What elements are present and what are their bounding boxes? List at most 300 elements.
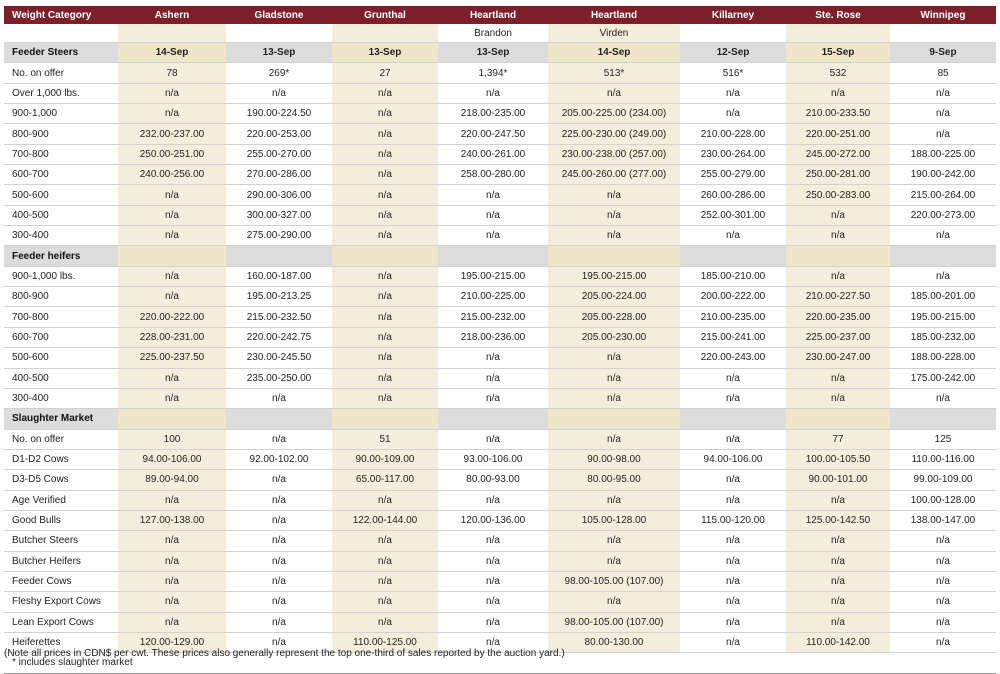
price-cell: 51 bbox=[332, 429, 438, 449]
table-row bbox=[4, 185, 996, 205]
price-cell: 188.00-228.00 bbox=[890, 348, 996, 368]
sale-date bbox=[438, 409, 548, 429]
price-cell: 258.00-280.00 bbox=[438, 165, 548, 185]
price-cell: 27 bbox=[332, 63, 438, 83]
price-cell: n/a bbox=[118, 592, 226, 612]
price-cell: n/a bbox=[786, 205, 890, 225]
price-cell: 93.00-106.00 bbox=[438, 449, 548, 469]
price-cell: n/a bbox=[548, 185, 680, 205]
row-label: 500-600 bbox=[4, 348, 118, 368]
table-row bbox=[4, 388, 996, 408]
row-label: 400-500 bbox=[4, 368, 118, 388]
table-row bbox=[4, 592, 996, 612]
price-cell: n/a bbox=[438, 490, 548, 510]
section-title: Slaughter Market bbox=[4, 409, 118, 429]
price-cell: 532 bbox=[786, 63, 890, 83]
price-cell: n/a bbox=[118, 266, 226, 286]
sublocation-cell: Brandon bbox=[438, 24, 548, 43]
sale-date: 9-Sep bbox=[890, 43, 996, 63]
price-cell: 232.00-237.00 bbox=[118, 124, 226, 144]
row-label: 300-400 bbox=[4, 388, 118, 408]
price-cell: n/a bbox=[118, 104, 226, 124]
price-cell: n/a bbox=[438, 388, 548, 408]
price-cell: 235.00-250.00 bbox=[226, 368, 332, 388]
price-cell: n/a bbox=[118, 388, 226, 408]
price-cell: 270.00-286.00 bbox=[226, 165, 332, 185]
price-cell: n/a bbox=[786, 83, 890, 103]
price-cell: 230.00-238.00 (257.00) bbox=[548, 144, 680, 164]
sublocation-cell bbox=[680, 24, 786, 43]
price-cell: 98.00-105.00 (107.00) bbox=[548, 571, 680, 591]
table-row bbox=[4, 83, 996, 103]
table-row bbox=[4, 531, 996, 551]
price-cell: 290.00-306.00 bbox=[226, 185, 332, 205]
price-cell: 127.00-138.00 bbox=[118, 510, 226, 530]
price-cell: n/a bbox=[226, 551, 332, 571]
price-cell: 94.00-106.00 bbox=[680, 449, 786, 469]
price-cell: n/a bbox=[890, 592, 996, 612]
price-cell: n/a bbox=[332, 307, 438, 327]
market-header: Winnipeg bbox=[890, 6, 996, 24]
price-cell: n/a bbox=[118, 490, 226, 510]
price-cell: n/a bbox=[890, 571, 996, 591]
table-row bbox=[4, 348, 996, 368]
price-cell: 90.00-98.00 bbox=[548, 449, 680, 469]
price-cell: 220.00-235.00 bbox=[786, 307, 890, 327]
price-cell: n/a bbox=[332, 368, 438, 388]
price-cell: n/a bbox=[438, 612, 548, 632]
price-cell: n/a bbox=[438, 226, 548, 246]
price-cell: n/a bbox=[438, 429, 548, 449]
market-header: Ashern bbox=[118, 6, 226, 24]
row-label: D3-D5 Cows bbox=[4, 470, 118, 490]
price-cell: 275.00-290.00 bbox=[226, 226, 332, 246]
sale-date bbox=[890, 409, 996, 429]
table-row bbox=[4, 510, 996, 530]
price-note: (Note all prices in CDN$ per cwt. These prices also generally represent the top one-third of sales reported by the auction yard.) bbox=[4, 648, 565, 659]
price-cell: 125 bbox=[890, 429, 996, 449]
section-header-row bbox=[4, 246, 996, 266]
sublocation-cell bbox=[118, 24, 226, 43]
price-cell: n/a bbox=[118, 571, 226, 591]
sale-date: 15-Sep bbox=[786, 43, 890, 63]
price-cell: n/a bbox=[332, 83, 438, 103]
price-cell: n/a bbox=[438, 185, 548, 205]
sale-date bbox=[680, 409, 786, 429]
price-cell: n/a bbox=[786, 368, 890, 388]
weight-category-header: Weight Category bbox=[4, 6, 118, 24]
price-cell: n/a bbox=[548, 531, 680, 551]
price-cell: 230.00-245.50 bbox=[226, 348, 332, 368]
sale-date bbox=[548, 246, 680, 266]
market-header: Ste. Rose bbox=[786, 6, 890, 24]
price-cell: n/a bbox=[118, 531, 226, 551]
price-cell: 210.00-233.50 bbox=[786, 104, 890, 124]
price-cell: 210.00-228.00 bbox=[680, 124, 786, 144]
price-cell: n/a bbox=[680, 571, 786, 591]
price-cell: 100.00-128.00 bbox=[890, 490, 996, 510]
price-cell: n/a bbox=[332, 226, 438, 246]
price-cell: 255.00-270.00 bbox=[226, 144, 332, 164]
section-title: Feeder heifers bbox=[4, 246, 118, 266]
table-row bbox=[4, 449, 996, 469]
row-label: 600-700 bbox=[4, 165, 118, 185]
price-cell: n/a bbox=[226, 83, 332, 103]
price-cell: n/a bbox=[332, 551, 438, 571]
price-cell: n/a bbox=[118, 226, 226, 246]
table-row bbox=[4, 551, 996, 571]
table-row bbox=[4, 612, 996, 632]
price-cell: 200.00-222.00 bbox=[680, 287, 786, 307]
price-cell: n/a bbox=[786, 571, 890, 591]
price-cell: n/a bbox=[786, 226, 890, 246]
price-cell: 220.00-253.00 bbox=[226, 124, 332, 144]
sale-date: 14-Sep bbox=[548, 43, 680, 63]
price-cell: n/a bbox=[332, 165, 438, 185]
price-cell: n/a bbox=[438, 551, 548, 571]
table-row bbox=[4, 327, 996, 347]
price-cell: 92.00-102.00 bbox=[226, 449, 332, 469]
price-cell: 1,394* bbox=[438, 63, 548, 83]
price-cell: 220.00-242.75 bbox=[226, 327, 332, 347]
price-cell: n/a bbox=[332, 266, 438, 286]
price-cell: n/a bbox=[786, 612, 890, 632]
price-cell: n/a bbox=[548, 368, 680, 388]
row-label: Butcher Steers bbox=[4, 531, 118, 551]
row-label: No. on offer bbox=[4, 63, 118, 83]
price-cell: n/a bbox=[226, 571, 332, 591]
section-title: Feeder Steers bbox=[4, 43, 118, 63]
price-cell: n/a bbox=[680, 388, 786, 408]
table-row bbox=[4, 490, 996, 510]
price-cell: 77 bbox=[786, 429, 890, 449]
price-cell: n/a bbox=[226, 510, 332, 530]
price-cell: n/a bbox=[332, 388, 438, 408]
price-cell: 120.00-129.00 bbox=[118, 632, 226, 652]
price-cell: 225.00-237.00 bbox=[786, 327, 890, 347]
row-label: Good Bulls bbox=[4, 510, 118, 530]
price-cell: n/a bbox=[118, 205, 226, 225]
price-cell: 250.00-283.00 bbox=[786, 185, 890, 205]
sale-date: 12-Sep bbox=[680, 43, 786, 63]
price-cell: 188.00-225.00 bbox=[890, 144, 996, 164]
price-cell: 225.00-230.00 (249.00) bbox=[548, 124, 680, 144]
market-header: Killarney bbox=[680, 6, 786, 24]
table-row bbox=[4, 429, 996, 449]
row-label: Age Verified bbox=[4, 490, 118, 510]
sale-date bbox=[680, 246, 786, 266]
price-cell: n/a bbox=[680, 470, 786, 490]
table-row bbox=[4, 165, 996, 185]
row-label: Fleshy Export Cows bbox=[4, 592, 118, 612]
price-cell: 210.00-225.00 bbox=[438, 287, 548, 307]
header-row bbox=[4, 6, 996, 24]
price-cell: 205.00-228.00 bbox=[548, 307, 680, 327]
price-cell: 120.00-136.00 bbox=[438, 510, 548, 530]
row-label: 800-900 bbox=[4, 287, 118, 307]
price-cell: 250.00-281.00 bbox=[786, 165, 890, 185]
price-cell: n/a bbox=[680, 429, 786, 449]
price-cell: n/a bbox=[680, 226, 786, 246]
price-cell: n/a bbox=[438, 632, 548, 652]
price-cell: n/a bbox=[890, 124, 996, 144]
price-cell: n/a bbox=[680, 612, 786, 632]
price-cell: n/a bbox=[548, 551, 680, 571]
sale-date: 13-Sep bbox=[332, 43, 438, 63]
price-cell: 230.00-247.00 bbox=[786, 348, 890, 368]
price-cell: n/a bbox=[890, 83, 996, 103]
table-row bbox=[4, 266, 996, 286]
price-cell: n/a bbox=[548, 592, 680, 612]
price-cell: n/a bbox=[890, 104, 996, 124]
table-row bbox=[4, 470, 996, 490]
table-row bbox=[4, 63, 996, 83]
sublocation-cell bbox=[332, 24, 438, 43]
sale-date bbox=[118, 409, 226, 429]
price-cell: 90.00-109.00 bbox=[332, 449, 438, 469]
price-cell: 220.00-273.00 bbox=[890, 205, 996, 225]
table-row bbox=[4, 287, 996, 307]
sublocation-cell bbox=[786, 24, 890, 43]
row-label: Lean Export Cows bbox=[4, 612, 118, 632]
price-cell: n/a bbox=[786, 592, 890, 612]
row-label: D1-D2 Cows bbox=[4, 449, 118, 469]
price-cell: n/a bbox=[226, 429, 332, 449]
table-row bbox=[4, 144, 996, 164]
price-cell: n/a bbox=[332, 124, 438, 144]
sale-date: 14-Sep bbox=[118, 43, 226, 63]
price-cell: 513* bbox=[548, 63, 680, 83]
price-cell: 269* bbox=[226, 63, 332, 83]
price-cell: 175.00-242.00 bbox=[890, 368, 996, 388]
row-label: 800-900 bbox=[4, 124, 118, 144]
price-cell: n/a bbox=[226, 612, 332, 632]
price-cell: 516* bbox=[680, 63, 786, 83]
row-label: Over 1,000 lbs. bbox=[4, 83, 118, 103]
price-cell: 210.00-235.00 bbox=[680, 307, 786, 327]
price-cell: n/a bbox=[890, 551, 996, 571]
price-cell: 94.00-106.00 bbox=[118, 449, 226, 469]
price-cell: 225.00-237.50 bbox=[118, 348, 226, 368]
row-label: 700-800 bbox=[4, 307, 118, 327]
price-cell: n/a bbox=[332, 287, 438, 307]
price-cell: n/a bbox=[438, 592, 548, 612]
price-cell: n/a bbox=[548, 490, 680, 510]
price-cell: 185.00-210.00 bbox=[680, 266, 786, 286]
price-cell: 65.00-117.00 bbox=[332, 470, 438, 490]
price-cell: 220.00-243.00 bbox=[680, 348, 786, 368]
price-cell: n/a bbox=[890, 388, 996, 408]
price-cell: 260.00-286.00 bbox=[680, 185, 786, 205]
price-cell: n/a bbox=[786, 551, 890, 571]
price-cell: 190.00-224.50 bbox=[226, 104, 332, 124]
price-cell: 252.00-301.00 bbox=[680, 205, 786, 225]
sale-date bbox=[332, 409, 438, 429]
price-cell: n/a bbox=[680, 490, 786, 510]
price-cell: n/a bbox=[680, 368, 786, 388]
market-header: Heartland bbox=[548, 6, 680, 24]
row-label: 500-600 bbox=[4, 185, 118, 205]
price-cell: n/a bbox=[332, 612, 438, 632]
price-cell: 80.00-130.00 bbox=[548, 632, 680, 652]
price-cell: 220.00-251.00 bbox=[786, 124, 890, 144]
price-cell: n/a bbox=[118, 551, 226, 571]
price-cell: 110.00-125.00 bbox=[332, 632, 438, 652]
row-label: 600-700 bbox=[4, 327, 118, 347]
table-row bbox=[4, 368, 996, 388]
price-cell: 195.00-213.25 bbox=[226, 287, 332, 307]
price-cell: 215.00-232.00 bbox=[438, 307, 548, 327]
price-cell: n/a bbox=[438, 368, 548, 388]
price-cell: n/a bbox=[332, 205, 438, 225]
table-row bbox=[4, 226, 996, 246]
sale-date bbox=[118, 246, 226, 266]
price-cell: n/a bbox=[226, 388, 332, 408]
row-label: 700-800 bbox=[4, 144, 118, 164]
price-cell: 230.00-264.00 bbox=[680, 144, 786, 164]
price-cell: 185.00-201.00 bbox=[890, 287, 996, 307]
price-cell: n/a bbox=[786, 266, 890, 286]
price-cell: n/a bbox=[118, 83, 226, 103]
price-cell: 300.00-327.00 bbox=[226, 205, 332, 225]
price-cell: 205.00-225.00 (234.00) bbox=[548, 104, 680, 124]
price-cell: n/a bbox=[890, 531, 996, 551]
price-cell: 220.00-222.00 bbox=[118, 307, 226, 327]
row-label: Feeder Cows bbox=[4, 571, 118, 591]
price-cell: 218.00-235.00 bbox=[438, 104, 548, 124]
sale-date bbox=[890, 246, 996, 266]
price-cell: 218.00-236.00 bbox=[438, 327, 548, 347]
price-cell: n/a bbox=[680, 104, 786, 124]
price-cell: n/a bbox=[118, 368, 226, 388]
price-cell: n/a bbox=[438, 83, 548, 103]
section-header-row bbox=[4, 409, 996, 429]
table-row bbox=[4, 124, 996, 144]
row-label: 900-1,000 lbs. bbox=[4, 266, 118, 286]
price-cell: n/a bbox=[332, 144, 438, 164]
price-cell: 115.00-120.00 bbox=[680, 510, 786, 530]
table-row bbox=[4, 205, 996, 225]
price-cell: n/a bbox=[680, 632, 786, 652]
sale-date: 13-Sep bbox=[438, 43, 548, 63]
price-cell: n/a bbox=[786, 490, 890, 510]
table-row bbox=[4, 307, 996, 327]
sale-date: 13-Sep bbox=[226, 43, 332, 63]
price-cell: n/a bbox=[890, 226, 996, 246]
price-cell: 185.00-232.00 bbox=[890, 327, 996, 347]
price-cell: n/a bbox=[548, 205, 680, 225]
sale-date bbox=[438, 246, 548, 266]
price-cell: 98.00-105.00 (107.00) bbox=[548, 612, 680, 632]
price-cell: n/a bbox=[438, 531, 548, 551]
section-header-row bbox=[4, 43, 996, 63]
price-cell: 99.00-109.00 bbox=[890, 470, 996, 490]
price-cell: n/a bbox=[332, 348, 438, 368]
price-cell: n/a bbox=[118, 612, 226, 632]
price-cell: 78 bbox=[118, 63, 226, 83]
price-cell: 90.00-101.00 bbox=[786, 470, 890, 490]
price-cell: 138.00-147.00 bbox=[890, 510, 996, 530]
price-cell: 245.00-260.00 (277.00) bbox=[548, 165, 680, 185]
row-label: Butcher Heifers bbox=[4, 551, 118, 571]
sale-date bbox=[226, 246, 332, 266]
price-cell: n/a bbox=[548, 388, 680, 408]
sublocation-label-cell bbox=[4, 24, 118, 43]
price-cell: 215.00-264.00 bbox=[890, 185, 996, 205]
price-cell: 195.00-215.00 bbox=[548, 266, 680, 286]
price-cell: 240.00-256.00 bbox=[118, 165, 226, 185]
price-cell: n/a bbox=[118, 185, 226, 205]
price-cell: n/a bbox=[438, 571, 548, 591]
price-cell: 89.00-94.00 bbox=[118, 470, 226, 490]
price-cell: n/a bbox=[890, 632, 996, 652]
price-cell: n/a bbox=[226, 632, 332, 652]
price-cell: n/a bbox=[332, 531, 438, 551]
price-cell: 100 bbox=[118, 429, 226, 449]
price-cell: 110.00-116.00 bbox=[890, 449, 996, 469]
price-cell: n/a bbox=[332, 592, 438, 612]
price-cell: n/a bbox=[332, 571, 438, 591]
price-cell: n/a bbox=[548, 226, 680, 246]
price-cell: 240.00-261.00 bbox=[438, 144, 548, 164]
price-cell: n/a bbox=[226, 592, 332, 612]
row-label: 400-500 bbox=[4, 205, 118, 225]
price-cell: 215.00-232.50 bbox=[226, 307, 332, 327]
sublocation-row bbox=[4, 24, 996, 43]
market-header: Heartland bbox=[438, 6, 548, 24]
sublocation-cell bbox=[890, 24, 996, 43]
price-cell: 80.00-95.00 bbox=[548, 470, 680, 490]
price-cell: n/a bbox=[226, 490, 332, 510]
price-cell: 80.00-93.00 bbox=[438, 470, 548, 490]
price-cell: 245.00-272.00 bbox=[786, 144, 890, 164]
price-cell: n/a bbox=[332, 490, 438, 510]
price-cell: n/a bbox=[680, 592, 786, 612]
price-cell: n/a bbox=[548, 348, 680, 368]
price-cell: n/a bbox=[890, 266, 996, 286]
price-cell: n/a bbox=[226, 470, 332, 490]
price-cell: n/a bbox=[332, 185, 438, 205]
sale-date bbox=[226, 409, 332, 429]
market-header: Grunthal bbox=[332, 6, 438, 24]
price-cell: 122.00-144.00 bbox=[332, 510, 438, 530]
footnote: * includes slaughter market bbox=[4, 653, 996, 673]
row-label: 900-1,000 bbox=[4, 104, 118, 124]
sale-date bbox=[786, 246, 890, 266]
price-cell: 220.00-247.50 bbox=[438, 124, 548, 144]
price-cell: 190.00-242.00 bbox=[890, 165, 996, 185]
price-cell: 205.00-230.00 bbox=[548, 327, 680, 347]
price-cell: n/a bbox=[438, 205, 548, 225]
price-cell: n/a bbox=[548, 83, 680, 103]
price-cell: 195.00-215.00 bbox=[438, 266, 548, 286]
sale-date bbox=[786, 409, 890, 429]
sublocation-cell: Virden bbox=[548, 24, 680, 43]
price-cell: n/a bbox=[332, 327, 438, 347]
price-cell: 205.00-224.00 bbox=[548, 287, 680, 307]
row-label: Heiferettes bbox=[4, 632, 118, 652]
row-label: 300-400 bbox=[4, 226, 118, 246]
sale-date bbox=[332, 246, 438, 266]
row-label: No. on offer bbox=[4, 429, 118, 449]
price-cell: n/a bbox=[438, 348, 548, 368]
price-table bbox=[4, 6, 996, 674]
price-cell: n/a bbox=[890, 612, 996, 632]
market-header: Gladstone bbox=[226, 6, 332, 24]
sale-date bbox=[548, 409, 680, 429]
price-cell: 250.00-251.00 bbox=[118, 144, 226, 164]
price-cell: 215.00-241.00 bbox=[680, 327, 786, 347]
